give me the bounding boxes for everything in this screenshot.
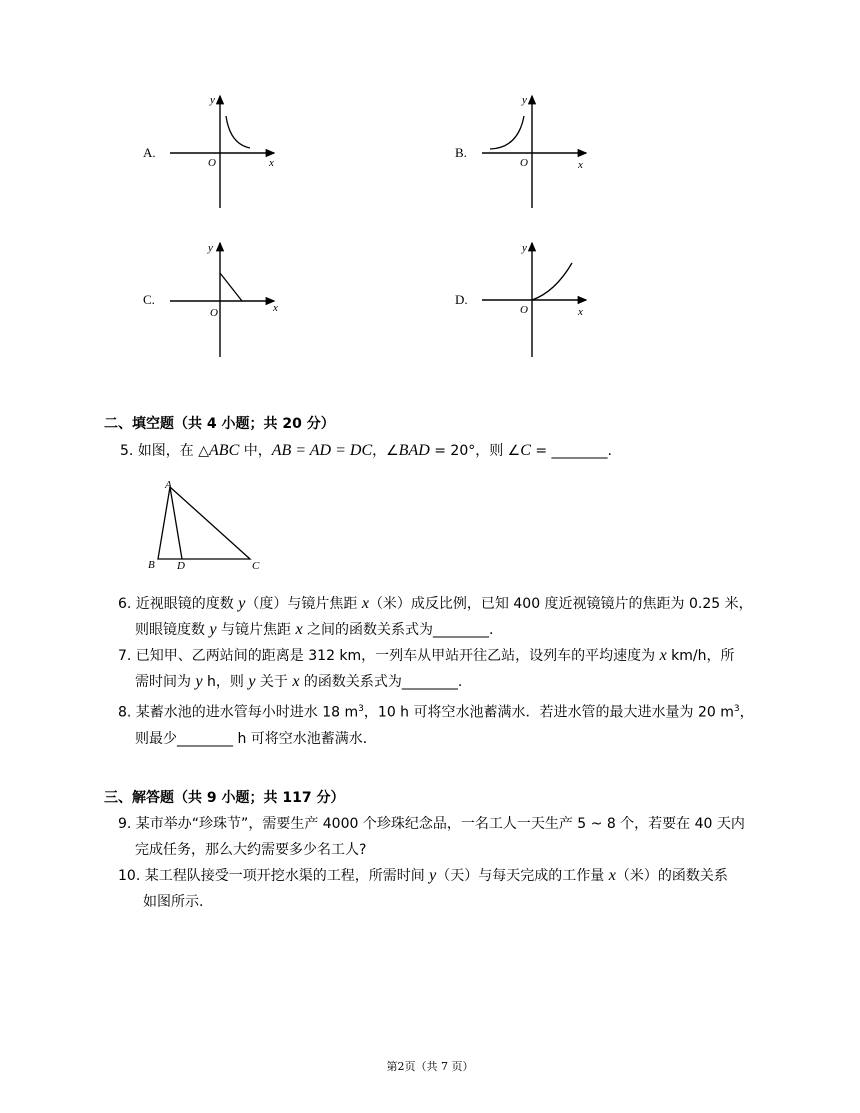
question-8 xyxy=(118,696,754,752)
option-c-label: C. xyxy=(143,292,155,307)
q7-line-1: 7. 已知甲、乙两站间的距离是 312 km，一列车从甲站开往乙站，设列车的平均速度为 x km/h，所 xyxy=(118,647,735,664)
q5-math: AB = AD = DC xyxy=(271,442,373,459)
q10-line-2: 如图所示. xyxy=(143,894,204,910)
segment-ad xyxy=(170,487,182,559)
question-6 xyxy=(118,591,753,643)
triangle-figure xyxy=(142,476,272,576)
y-label: y xyxy=(210,94,215,106)
q5-text: = ________. xyxy=(530,443,612,459)
y-label: y xyxy=(522,242,527,254)
q10-line-1: 10. 某工程队接受一项开挖水渠的工程，所需时间 y（天）与每天完成的工作量 x（米）的函数关系 xyxy=(118,867,728,884)
q6-line-2: 则眼镜度数 y 与镜片焦距 x 之间的函数关系式为________. xyxy=(135,621,494,638)
vertex-a: A xyxy=(165,479,172,491)
page-footer: 第2页（共 7 页） xyxy=(386,1060,474,1073)
x-label: x xyxy=(578,306,583,318)
section-2-title: 二、填空题（共 4 小题；共 20 分） xyxy=(104,416,335,432)
vertex-d: D xyxy=(177,560,185,572)
q5-text: ，∠ xyxy=(372,443,399,459)
curve xyxy=(532,263,572,300)
origin-label: O xyxy=(520,157,528,169)
y-label: y xyxy=(522,94,527,106)
q8-line-1: 8. 某蓄水池的进水管每小时进水 18 $m^3$，10 h 可将空水池蓄满水．若进水管的最大进水量为 20 $m^3$， xyxy=(118,704,754,721)
origin-label: O xyxy=(210,307,218,319)
origin-label: O xyxy=(208,157,216,169)
x-label: x xyxy=(269,157,274,169)
line-segment xyxy=(220,273,242,301)
option-b-graph xyxy=(480,88,595,213)
question-7 xyxy=(118,643,735,695)
option-a-graph xyxy=(168,88,283,213)
q5-math: ABC xyxy=(209,442,240,459)
option-d-label: D. xyxy=(455,292,468,307)
y-label: y xyxy=(208,242,213,254)
x-label: x xyxy=(578,159,583,171)
origin-label: O xyxy=(520,304,528,316)
q9-line-1: 9. 某市举办“珍珠节”，需要生产 4000 个珍珠纪念品，一名工人一天生产 5 ~ 8 个，若要在 40 天内 xyxy=(118,816,745,832)
q5-text: 5. 如图，在 △ xyxy=(120,443,210,459)
vertex-b: B xyxy=(148,559,155,571)
option-b-label: B. xyxy=(455,145,467,160)
q5-text: = 20°，则 ∠ xyxy=(429,443,521,459)
q9-line-2: 完成任务，那么大约需要多少名工人? xyxy=(135,842,367,858)
q5-math: BAD xyxy=(398,442,430,459)
question-5 xyxy=(120,438,612,464)
x-label: x xyxy=(273,302,278,314)
option-a-label: A. xyxy=(143,145,156,160)
question-9 xyxy=(118,811,745,863)
section-3-title: 三、解答题（共 9 小题；共 117 分） xyxy=(104,790,345,806)
vertex-c: C xyxy=(252,560,260,572)
q6-line-1: 6. 近视眼镜的度数 y（度）与镜片焦距 x（米）成反比例，已知 400 度近视镜镜片的焦距为 0.25 米， xyxy=(118,595,753,612)
q7-line-2: 需时间为 y h，则 y 关于 x 的函数关系式为________. xyxy=(135,673,463,690)
option-d-graph xyxy=(480,237,595,362)
curve xyxy=(226,116,250,148)
question-10 xyxy=(118,863,728,915)
q5-math: C xyxy=(520,442,531,459)
q5-text: 中， xyxy=(239,443,272,459)
q8-line-2: 则最少________ h 可将空水池蓄满水． xyxy=(135,730,377,747)
curve xyxy=(490,116,524,149)
option-c-graph xyxy=(168,237,283,362)
